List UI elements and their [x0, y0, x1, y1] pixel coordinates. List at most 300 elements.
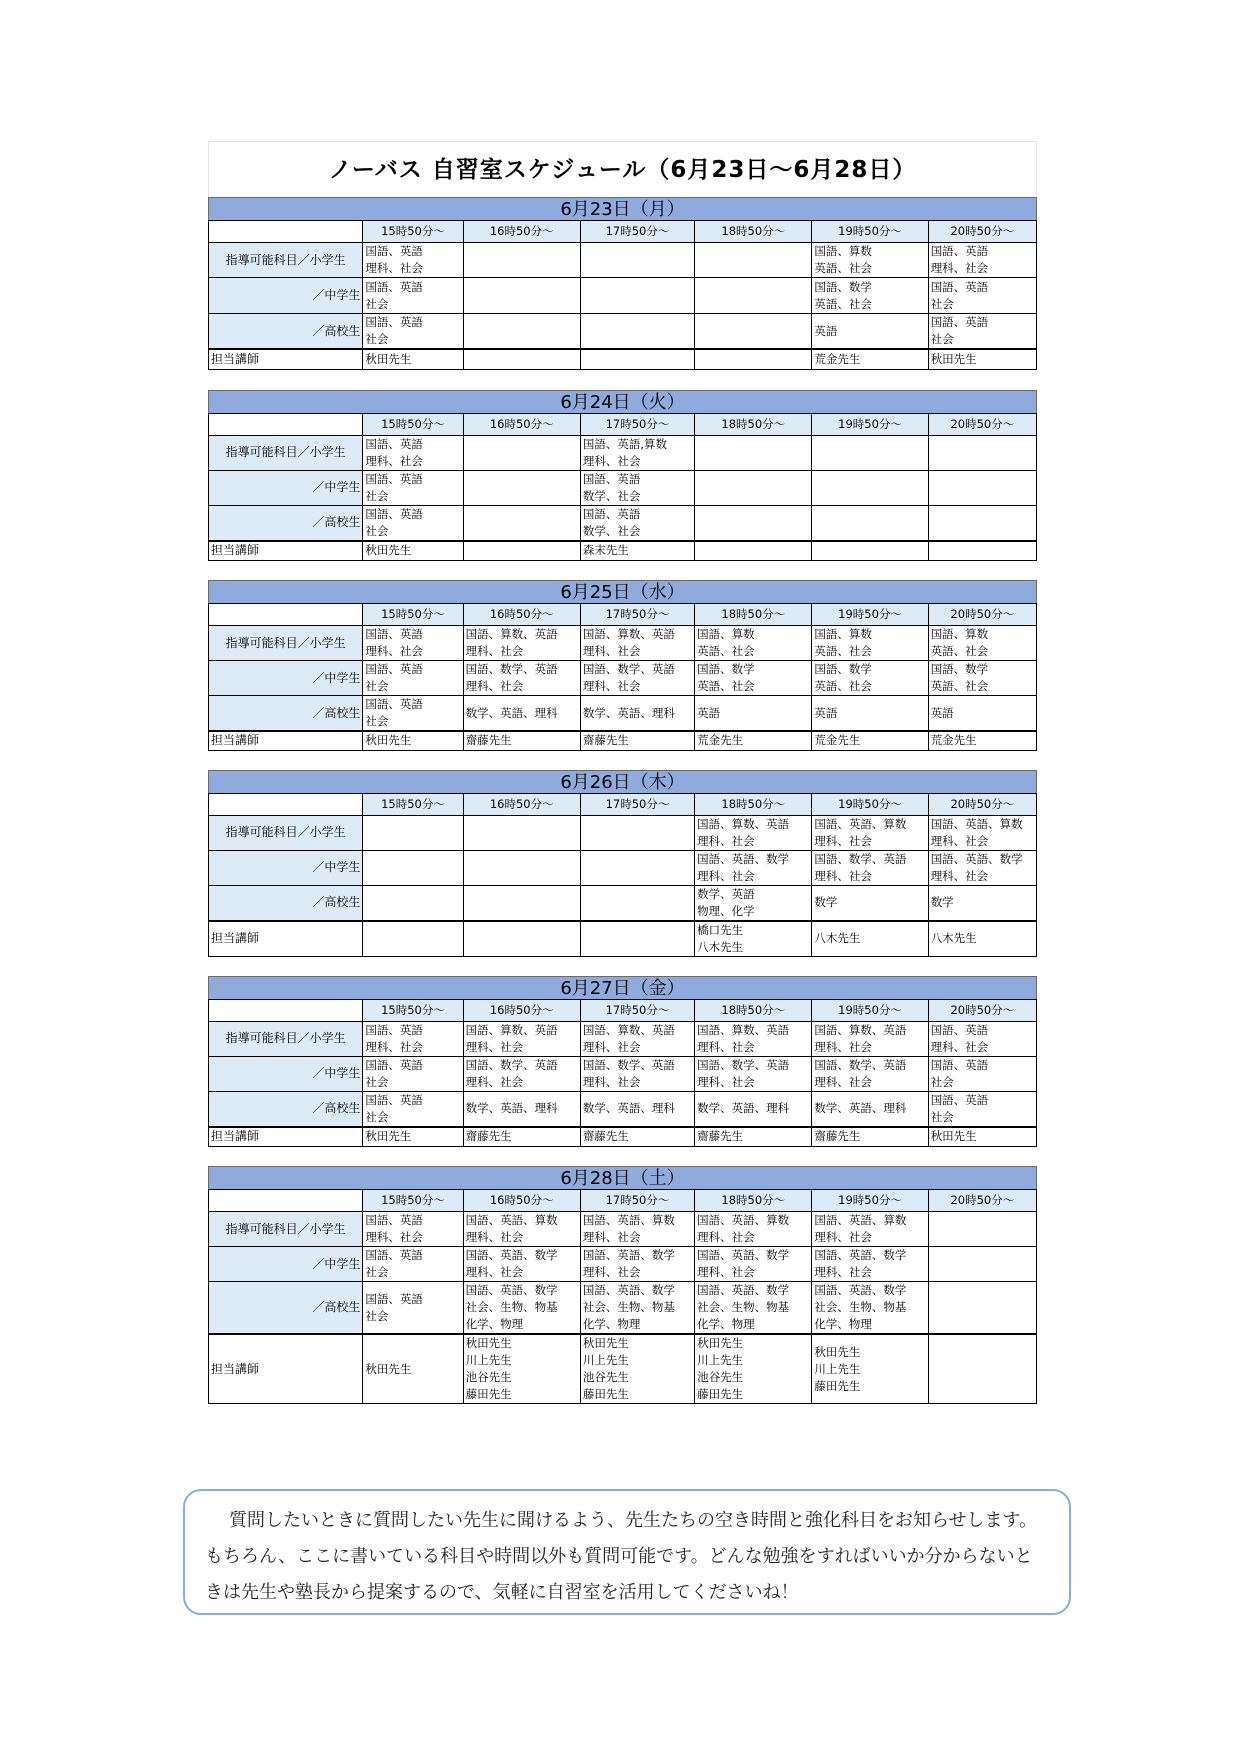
time-header-row — [209, 1190, 1037, 1212]
teacher-cell — [812, 541, 928, 561]
cell-line: 八木先生 — [814, 931, 861, 945]
cell-line: 橋口先生 — [697, 922, 744, 937]
cell-line: 国語、英語 — [365, 662, 423, 676]
subject-row — [209, 1021, 1037, 1056]
cell-line: 国語、算数、英語 — [697, 1022, 790, 1037]
subject-cell — [363, 470, 463, 505]
subject-cell — [580, 1282, 694, 1335]
teacher-cell — [928, 1127, 1036, 1147]
subject-cell — [363, 850, 463, 885]
cell-line: 社会、生物、物基 — [465, 1300, 558, 1314]
cell-line: 数学 — [814, 895, 838, 909]
time-slot-header: 19時50分～ — [812, 604, 928, 626]
teacher-cell — [695, 1334, 812, 1404]
time-slot-header: 17時50分～ — [580, 793, 694, 815]
time-slot-header: 19時50分～ — [812, 999, 928, 1021]
teacher-cell — [363, 921, 463, 957]
cell-line: 理科、社会 — [582, 1039, 641, 1054]
subject-cell — [812, 850, 928, 885]
subject-cell — [695, 243, 812, 278]
cell-line: 社会 — [365, 488, 389, 503]
cell-line: 英語 — [930, 705, 954, 720]
teacher-cell — [463, 541, 580, 561]
cell-line: 齋藤先生 — [814, 1129, 861, 1144]
cell-line: 社会 — [365, 714, 389, 728]
cell-line: 国語、数学、英語 — [465, 662, 558, 676]
subject-cell — [812, 470, 928, 505]
time-slot-header: 17時50分～ — [580, 604, 694, 626]
cell-line: 理科、社会 — [465, 644, 524, 658]
time-slot-header: 16時50分～ — [463, 221, 580, 243]
time-header-row — [209, 604, 1037, 626]
cell-line: 秋田先生 — [365, 543, 412, 558]
cell-line: 川上先生 — [582, 1353, 629, 1367]
subject-cell — [695, 850, 812, 885]
day-header: 6月27日（金） — [208, 976, 1037, 999]
cell-line: 社会 — [365, 332, 389, 346]
teacher-cell — [928, 541, 1036, 561]
row-label: ／中学生 — [209, 1056, 363, 1091]
cell-line: 国語、算数、英語 — [814, 1022, 907, 1037]
subject-cell — [363, 1282, 463, 1335]
teacher-cell — [363, 349, 463, 369]
cell-line: 数学、社会 — [582, 523, 641, 538]
cell-line: 社会 — [930, 332, 954, 346]
cell-line: 英語、社会 — [814, 261, 872, 275]
teacher-cell — [812, 921, 928, 957]
teacher-row — [209, 541, 1037, 561]
cell-line: 秋田先生 — [582, 1336, 629, 1350]
schedule-table — [208, 220, 1037, 370]
subject-cell — [580, 815, 694, 850]
subject-cell — [363, 815, 463, 850]
cell-line: 英語、社会 — [697, 644, 755, 658]
subject-cell — [580, 661, 694, 696]
time-slot-header: 18時50分～ — [695, 999, 812, 1021]
cell-line: 国語、英語 — [365, 1291, 423, 1306]
cell-line: 森末先生 — [582, 543, 629, 558]
time-slot-header: 17時50分～ — [580, 999, 694, 1021]
cell-line: 国語、算数、英語 — [582, 1022, 675, 1037]
cell-line: 社会 — [365, 1109, 389, 1124]
time-slot-header: 15時50分～ — [363, 413, 463, 435]
cell-line: 理科、社会 — [465, 1039, 524, 1054]
cell-line: 国語、英語 — [365, 627, 423, 641]
subject-cell — [928, 1247, 1036, 1282]
cell-line: 国語、数学、英語 — [697, 1057, 790, 1072]
subject-cell — [363, 1021, 463, 1056]
row-label: ／高校生 — [209, 885, 363, 921]
cell-line: 荒金先生 — [814, 733, 861, 748]
subject-cell — [363, 505, 463, 541]
day-list — [208, 197, 1037, 1404]
subject-cell — [695, 1091, 812, 1127]
cell-line: 国語、英語 — [365, 506, 423, 521]
cell-line: 社会 — [930, 1074, 954, 1089]
subject-cell — [695, 1021, 812, 1056]
cell-line: 国語、算数 — [814, 244, 872, 258]
teacher-cell — [363, 1127, 463, 1147]
teacher-cell — [812, 1334, 928, 1404]
teacher-cell — [695, 1127, 812, 1147]
subject-cell — [928, 1212, 1036, 1247]
cell-line: 化学、物理 — [582, 1317, 641, 1331]
subject-cell — [812, 1056, 928, 1091]
teacher-cell — [812, 349, 928, 369]
row-label: 担当講師 — [209, 541, 363, 561]
row-label: ／高校生 — [209, 696, 363, 732]
cell-line: 藤田先生 — [697, 1387, 744, 1401]
cell-line: 国語、英語、数学 — [697, 1248, 790, 1262]
cell-line: 理科、社会 — [582, 1230, 641, 1244]
cell-line: 物理、化学 — [697, 903, 755, 918]
cell-line: 理科、社会 — [465, 1074, 524, 1089]
cell-line: 国語、英語 — [930, 1022, 989, 1037]
cell-line: 社会 — [365, 1308, 389, 1323]
cell-line: 理科、社会 — [697, 1074, 755, 1089]
subject-cell — [363, 278, 463, 314]
subject-cell — [463, 1247, 580, 1282]
teacher-row — [209, 921, 1037, 957]
cell-line: 国語、数学、英語 — [582, 662, 675, 676]
time-header-row — [209, 999, 1037, 1021]
teacher-cell — [580, 1127, 694, 1147]
teacher-row — [209, 731, 1037, 750]
cell-line: 社会 — [365, 679, 389, 693]
cell-line: 秋田先生 — [365, 351, 412, 366]
cell-line: 英語 — [814, 323, 838, 338]
subject-cell — [580, 626, 694, 661]
cell-line: 藤田先生 — [814, 1378, 861, 1393]
cell-line: 英語、社会 — [814, 296, 872, 311]
cell-line: 化学、物理 — [814, 1317, 872, 1331]
cell-line: 国語、数学、英語 — [465, 1057, 558, 1072]
time-slot-header: 15時50分～ — [363, 1190, 463, 1212]
time-slot-header: 20時50分～ — [928, 793, 1036, 815]
cell-line: 社会 — [365, 1265, 389, 1279]
cell-line: 池谷先生 — [697, 1370, 744, 1384]
schedule-table — [208, 603, 1037, 751]
time-slot-header: 18時50分～ — [695, 793, 812, 815]
teacher-cell — [580, 1334, 694, 1404]
subject-cell — [812, 505, 928, 541]
subject-row — [209, 885, 1037, 921]
cell-line: 国語、英語、数学 — [697, 1283, 790, 1297]
cell-line: 数学、英語 — [697, 886, 755, 901]
cell-line: 国語、英語 — [930, 1092, 989, 1107]
subject-cell — [695, 1056, 812, 1091]
cell-line: 国語、数学、英語 — [814, 1057, 907, 1072]
subject-row — [209, 243, 1037, 278]
subject-cell — [580, 278, 694, 314]
corner-cell — [209, 999, 363, 1021]
subject-cell — [580, 470, 694, 505]
cell-line: 国語、数学 — [930, 662, 989, 676]
time-slot-header: 18時50分～ — [695, 413, 812, 435]
row-label: ／中学生 — [209, 661, 363, 696]
cell-line: 国語、英語 — [365, 1248, 423, 1262]
time-slot-header: 18時50分～ — [695, 604, 812, 626]
subject-row — [209, 696, 1037, 732]
subject-cell — [580, 1212, 694, 1247]
cell-line: 理科、社会 — [365, 1039, 423, 1054]
teacher-cell — [463, 1127, 580, 1147]
time-slot-header: 16時50分～ — [463, 413, 580, 435]
subject-cell — [812, 1247, 928, 1282]
subject-cell — [463, 1056, 580, 1091]
cell-line: 理科、社会 — [697, 1230, 755, 1244]
subject-row — [209, 314, 1037, 350]
cell-line: 秋田先生 — [697, 1336, 744, 1350]
corner-cell — [209, 604, 363, 626]
cell-line: 齋藤先生 — [582, 1129, 629, 1144]
cell-line: 国語、数学、英語 — [814, 851, 907, 866]
subject-cell — [463, 1091, 580, 1127]
day-block — [208, 197, 1037, 370]
row-label: ／中学生 — [209, 850, 363, 885]
cell-line: 理科、社会 — [465, 1265, 524, 1279]
cell-line: 理科、社会 — [814, 1265, 872, 1279]
subject-cell — [363, 1091, 463, 1127]
teacher-cell — [580, 921, 694, 957]
subject-cell — [928, 696, 1036, 732]
time-slot-header: 19時50分～ — [812, 413, 928, 435]
subject-cell — [812, 243, 928, 278]
cell-line: 社会 — [365, 1074, 389, 1089]
day-header: 6月25日（水） — [208, 580, 1037, 603]
subject-cell — [695, 505, 812, 541]
subject-cell — [695, 470, 812, 505]
cell-line: 国語、英語 — [365, 471, 423, 486]
schedule-table — [208, 1189, 1037, 1404]
subject-cell — [580, 1247, 694, 1282]
cell-line: 化学、物理 — [697, 1317, 755, 1331]
subject-cell — [695, 885, 812, 921]
subject-row — [209, 470, 1037, 505]
teacher-row — [209, 1127, 1037, 1147]
time-slot-header: 19時50分～ — [812, 221, 928, 243]
cell-line: 理科、社会 — [365, 453, 423, 468]
cell-line: 国語、英語 — [365, 279, 423, 294]
subject-cell — [463, 1282, 580, 1335]
cell-line: 理科、社会 — [582, 644, 641, 658]
cell-line: 社会 — [365, 523, 389, 538]
cell-line: 数学、英語、理科 — [465, 1101, 558, 1115]
teacher-cell — [580, 731, 694, 750]
teacher-cell — [695, 731, 812, 750]
day-block — [208, 580, 1037, 751]
cell-line: 国語、英語 — [365, 1022, 423, 1037]
row-label: 担当講師 — [209, 349, 363, 369]
subject-cell — [812, 1212, 928, 1247]
cell-line: 国語、算数 — [697, 627, 755, 641]
teacher-cell — [363, 1334, 463, 1404]
cell-line: 理科、社会 — [697, 1039, 755, 1054]
row-label: ／高校生 — [209, 505, 363, 541]
cell-line: 八木先生 — [930, 931, 977, 945]
subject-cell — [463, 435, 580, 470]
subject-row — [209, 1091, 1037, 1127]
subject-cell — [580, 885, 694, 921]
subject-cell — [928, 885, 1036, 921]
cell-line: 国語、英語 — [365, 436, 423, 451]
schedule-table — [208, 999, 1037, 1148]
schedule-document — [208, 141, 1037, 1423]
cell-line: 化学、物理 — [465, 1317, 524, 1331]
subject-cell — [363, 1212, 463, 1247]
teacher-cell — [812, 1127, 928, 1147]
teacher-cell — [363, 731, 463, 750]
subject-cell — [463, 278, 580, 314]
teacher-cell — [463, 921, 580, 957]
subject-cell — [695, 696, 812, 732]
teacher-cell — [463, 731, 580, 750]
subject-cell — [928, 1021, 1036, 1056]
subject-cell — [463, 1212, 580, 1247]
cell-line: 国語、英語、数学 — [814, 1248, 907, 1262]
subject-cell — [580, 435, 694, 470]
day-block — [208, 1166, 1037, 1404]
subject-row — [209, 505, 1037, 541]
subject-cell — [928, 435, 1036, 470]
subject-row — [209, 815, 1037, 850]
cell-line: 理科、社会 — [697, 1265, 755, 1279]
subject-cell — [812, 278, 928, 314]
cell-line: 理科、社会 — [465, 679, 524, 693]
subject-cell — [928, 626, 1036, 661]
subject-cell — [463, 505, 580, 541]
subject-cell — [928, 278, 1036, 314]
subject-cell — [928, 505, 1036, 541]
cell-line: 理科、社会 — [465, 1230, 524, 1244]
time-slot-header: 17時50分～ — [580, 221, 694, 243]
subject-row — [209, 1212, 1037, 1247]
cell-line: 齋藤先生 — [465, 733, 512, 748]
day-block — [208, 770, 1037, 957]
teacher-cell — [928, 1334, 1036, 1404]
time-slot-header: 15時50分～ — [363, 604, 463, 626]
cell-line: 齋藤先生 — [465, 1129, 512, 1144]
cell-line: 国語、数学 — [814, 279, 872, 294]
row-label: 指導可能科目／小学生 — [209, 815, 363, 850]
cell-line: 理科、社会 — [582, 1074, 641, 1089]
cell-line: 社会 — [930, 1109, 954, 1124]
time-slot-header: 15時50分～ — [363, 221, 463, 243]
cell-line: 国語、英語 — [930, 1057, 989, 1072]
subject-row — [209, 850, 1037, 885]
subject-row — [209, 626, 1037, 661]
cell-line: 藤田先生 — [465, 1387, 512, 1401]
subject-cell — [463, 314, 580, 350]
cell-line: 齋藤先生 — [582, 733, 629, 748]
teacher-cell — [463, 1334, 580, 1404]
cell-line: 理科、社会 — [365, 644, 423, 658]
row-label: ／中学生 — [209, 470, 363, 505]
schedule-table — [208, 413, 1037, 562]
subject-cell — [812, 661, 928, 696]
cell-line: 秋田先生 — [814, 1344, 861, 1359]
cell-line: 理科、社会 — [930, 833, 989, 848]
time-slot-header: 15時50分～ — [363, 999, 463, 1021]
time-slot-header: 18時50分～ — [695, 221, 812, 243]
corner-cell — [209, 221, 363, 243]
notice-box — [183, 1489, 1071, 1615]
cell-line: 社会、生物、物基 — [582, 1300, 675, 1314]
teacher-cell — [695, 541, 812, 561]
subject-cell — [812, 626, 928, 661]
cell-line: 国語、英語、算数 — [465, 1213, 558, 1227]
subject-row — [209, 1247, 1037, 1282]
subject-cell — [695, 815, 812, 850]
subject-cell — [580, 505, 694, 541]
cell-line: 国語、英語 — [365, 315, 423, 329]
teacher-cell — [463, 349, 580, 369]
cell-line: 理科、社会 — [814, 1039, 872, 1054]
cell-line: 英語、社会 — [930, 644, 989, 658]
subject-cell — [812, 815, 928, 850]
subject-cell — [580, 1091, 694, 1127]
subject-cell — [812, 696, 928, 732]
subject-cell — [695, 661, 812, 696]
subject-cell — [928, 314, 1036, 350]
cell-line: 国語、英語 — [930, 279, 989, 294]
cell-line: 国語、算数、英語 — [582, 627, 675, 641]
subject-row — [209, 661, 1037, 696]
subject-cell — [812, 435, 928, 470]
schedule-table — [208, 793, 1037, 957]
cell-line: 秋田先生 — [365, 1129, 412, 1144]
cell-line: 荒金先生 — [697, 733, 744, 748]
cell-line: 国語、数学 — [814, 662, 872, 676]
cell-line: 八木先生 — [697, 939, 744, 954]
corner-cell — [209, 1190, 363, 1212]
teacher-cell — [928, 921, 1036, 957]
row-label: 指導可能科目／小学生 — [209, 1021, 363, 1056]
cell-line: 秋田先生 — [465, 1336, 512, 1350]
subject-cell — [463, 815, 580, 850]
day-block — [208, 390, 1037, 562]
cell-line: 荒金先生 — [814, 351, 861, 366]
subject-cell — [812, 1091, 928, 1127]
subject-row — [209, 1282, 1037, 1335]
row-label: 担当講師 — [209, 1334, 363, 1404]
row-label: 指導可能科目／小学生 — [209, 243, 363, 278]
corner-cell — [209, 413, 363, 435]
row-label: 担当講師 — [209, 1127, 363, 1147]
subject-cell — [928, 1282, 1036, 1335]
subject-cell — [363, 1247, 463, 1282]
cell-line: 国語、英語、数学 — [582, 1283, 675, 1297]
subject-cell — [580, 314, 694, 350]
time-slot-header: 18時50分～ — [695, 1190, 812, 1212]
teacher-cell — [363, 541, 463, 561]
subject-cell — [695, 626, 812, 661]
subject-cell — [363, 661, 463, 696]
cell-line: 理科、社会 — [697, 833, 755, 848]
cell-line: 国語、英語 — [582, 506, 641, 521]
cell-line: 英語 — [814, 705, 838, 720]
subject-cell — [363, 1056, 463, 1091]
cell-line: 国語、英語、算数 — [930, 816, 1023, 831]
subject-row — [209, 1056, 1037, 1091]
row-label: ／高校生 — [209, 314, 363, 350]
day-header: 6月23日（月） — [208, 197, 1037, 220]
time-slot-header: 19時50分～ — [812, 1190, 928, 1212]
row-label: ／高校生 — [209, 1091, 363, 1127]
time-header-row — [209, 413, 1037, 435]
cell-line: 理科、社会 — [582, 1265, 641, 1279]
row-label: 指導可能科目／小学生 — [209, 435, 363, 470]
